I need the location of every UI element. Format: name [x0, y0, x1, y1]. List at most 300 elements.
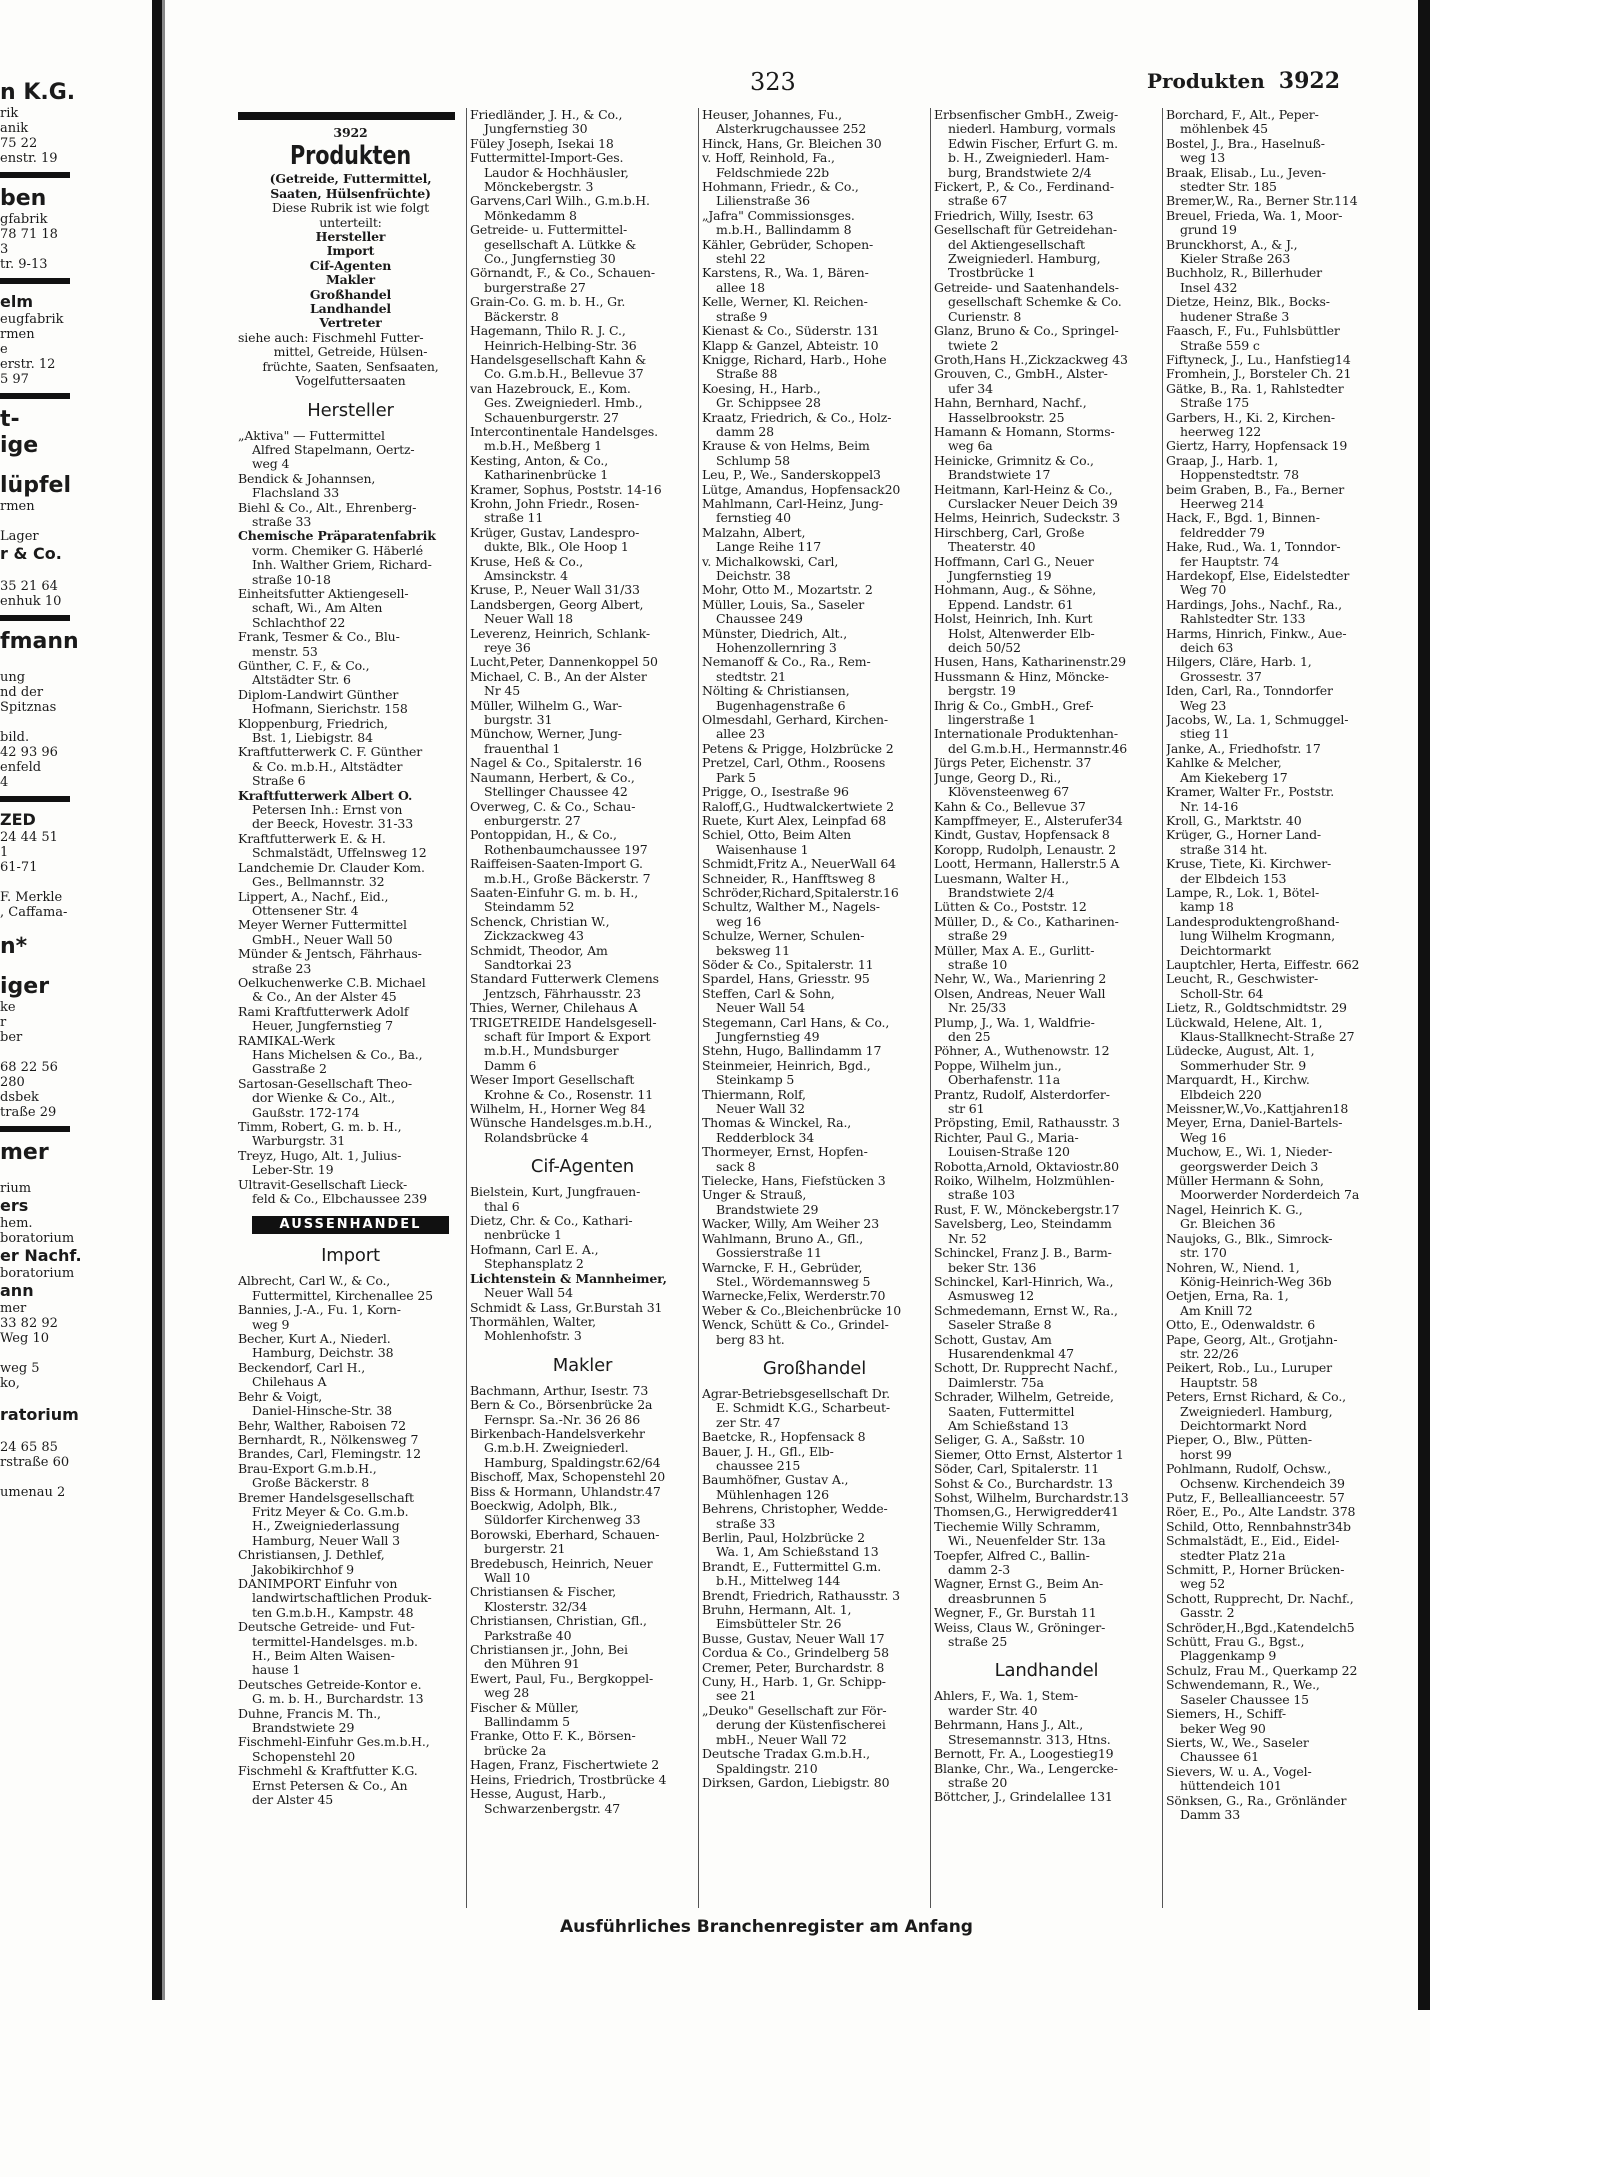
entry-line: beim Graben, B., Fa., Berner	[1166, 482, 1345, 497]
entry-line: Breuel, Frieda, Wa. 1, Moor-	[1166, 208, 1343, 223]
entry-continuation: Amsinckstr. 4	[484, 569, 568, 583]
entry-line: Nölting & Christiansen,	[702, 684, 850, 699]
running-title-text: Produkten	[1146, 69, 1265, 93]
entry-line: Krause & von Helms, Beim	[702, 439, 870, 454]
right-margin	[1430, 0, 1600, 2177]
fragment-line: traße 29	[0, 1105, 57, 1120]
entry-continuation: allee 18	[716, 280, 765, 295]
entry-line: Nagel, Heinrich K. G.,	[1166, 1202, 1303, 1217]
entry-line: Franke, Otto F. K., Börsen-	[470, 1729, 636, 1744]
entry-continuation: Chaussee 61	[1180, 1750, 1259, 1765]
entry-line: Buchholz, R., Billerhuder	[1166, 266, 1323, 281]
entry-line: Wilhelm, H., Horner Weg 84	[470, 1102, 646, 1117]
entry-continuation: Warburgstr. 31	[252, 1134, 346, 1149]
fragment-line: iger	[0, 974, 50, 999]
entry-line: Meissner,W.,Vo.,Kattjahren18	[1166, 1102, 1349, 1117]
entry-continuation: Co., Jungfernstieg 30	[484, 252, 616, 267]
entry-continuation: schaft für Import & Export	[484, 1030, 651, 1044]
fragment-line	[0, 875, 148, 890]
entry-line: Deutsche Tradax G.m.b.H.,	[702, 1747, 870, 1762]
entry-continuation: burgerstraße 27	[484, 280, 586, 295]
entry-continuation: Neuer Wall 54	[716, 1001, 805, 1016]
fragment-rule	[0, 278, 70, 284]
entry-line: Becher, Kurt A., Niederl.	[238, 1332, 391, 1347]
entry-continuation: König-Heinrich-Weg 36b	[1180, 1274, 1332, 1289]
fragment-line: rium	[0, 1181, 32, 1196]
entry-line: Intercontinentale Handelsges.	[470, 424, 658, 439]
entry-line: Cuny, H., Harb. 1, Gr. Schipp-	[702, 1675, 886, 1690]
entry-continuation: beksweg 11	[716, 943, 790, 958]
entry-line: Sierts, W., We., Saseler	[1166, 1735, 1309, 1750]
previous-page-fragment	[0, 80, 148, 1900]
entry-line: Schultz, Walther M., Nagels-	[702, 900, 880, 915]
entry-line: Glanz, Bruno & Co., Springel-	[934, 324, 1119, 339]
entry-line: Krohn, John Friedr., Rosen-	[470, 496, 640, 511]
entry-line: Helms, Heinrich, Sudeckstr. 3	[934, 511, 1121, 526]
section-heading: Makler	[552, 1354, 613, 1376]
entry-line: Oelkuchenwerke C.B. Michael	[238, 975, 426, 990]
entry-line: Saaten, Hülsenfrüchte)	[270, 186, 431, 201]
fragment-line	[0, 1470, 148, 1485]
fragment-line: 61-71	[0, 860, 38, 875]
entry-line: Jacobs, W., La. 1, Schmuggel-	[1166, 713, 1349, 728]
entry-line: Gesellschaft für Getreidehan-	[934, 223, 1117, 238]
entry-line: Weiss, Claus W., Gröninger-	[934, 1620, 1106, 1635]
entry-continuation: stieg 11	[1180, 727, 1230, 742]
entry-line: Dirksen, Gardon, Liebigstr. 80	[702, 1775, 890, 1790]
entry-continuation: Hans Michelsen & Co., Ba.,	[252, 1047, 423, 1062]
entry-line: Bischoff, Max, Schopenstehl 20	[470, 1470, 666, 1485]
entry-continuation: Jungfernstieg 19	[948, 569, 1052, 583]
fragment-line: rik	[0, 106, 19, 121]
entry-line: Nemanoff & Co., Ra., Rem-	[702, 655, 871, 670]
entry-continuation: frauenthal 1	[484, 741, 561, 756]
entry-line: Schild, Otto, Rennbahnstr34b	[1166, 1519, 1351, 1534]
entry-continuation: Heuer, Jungfernstieg 7	[252, 1019, 393, 1034]
entry-line: Vertreter	[319, 316, 382, 331]
entry-continuation: warder Str. 40	[948, 1703, 1038, 1718]
entry-line: Sartosan-Gesellschaft Theo-	[238, 1076, 412, 1091]
entry-line: Leu, P., We., Sanderskoppel3	[702, 468, 881, 483]
entry-line: Weber & Co.,Bleichenbrücke 10	[702, 1303, 902, 1318]
fragment-line: 280	[0, 1075, 25, 1090]
entry-continuation: Heinrich-Helbing-Str. 36	[484, 338, 637, 353]
entry-line: Friedländer, J. H., & Co.,	[470, 108, 623, 122]
entry-continuation: Husarendenkmal 47	[948, 1346, 1074, 1361]
entry-line: Schulz, Frau M., Querkamp 22	[1166, 1663, 1358, 1678]
entry-continuation: Wi., Neuenfelder Str. 13a	[948, 1534, 1106, 1549]
entry-continuation: Saseler Chaussee 15	[1180, 1692, 1309, 1707]
entry-line: Hofmann, Carl E. A.,	[470, 1242, 599, 1257]
fragment-line: 68 22 56	[0, 1060, 58, 1075]
entry-line: Bremer,W., Ra., Berner Str.114	[1166, 194, 1358, 209]
entry-line: Behr, Walther, Raboisen 72	[238, 1418, 406, 1433]
fragment-line: 75 22	[0, 136, 38, 151]
fragment-line: elm	[0, 292, 34, 311]
entry-continuation: Damm 6	[484, 1058, 537, 1073]
fragment-line: Spitznas	[0, 700, 57, 715]
entry-continuation: weg 9	[252, 1317, 290, 1332]
entry-line: Kramer, Walter Fr., Poststr.	[1166, 785, 1335, 800]
entry-continuation: der Beeck, Hovestr. 31-33	[252, 817, 414, 832]
entry-line: Thomas & Winckel, Ra.,	[702, 1116, 852, 1131]
fragment-line: 1	[0, 845, 9, 860]
entry-line: Boeckwig, Adolph, Blk.,	[470, 1498, 618, 1513]
entry-continuation: straße 314 ht.	[1180, 842, 1268, 857]
entry-continuation: termittel-Handelsges. m.b.	[252, 1634, 418, 1649]
entry-line: Mahlmann, Carl-Heinz, Jung-	[702, 496, 884, 511]
entry-line: Loott, Hermann, Hallerstr.5 A	[934, 857, 1120, 872]
column-3	[702, 108, 927, 1908]
entry-continuation: Theaterstr. 40	[948, 540, 1036, 555]
entry-continuation: Stel., Wördemannsweg 5	[716, 1274, 871, 1289]
fragment-line: enstr. 19	[0, 151, 58, 166]
fragment-line: n K.G.	[0, 80, 76, 105]
entry-continuation: Brandstwiete 29	[252, 1721, 355, 1736]
entry-line: Kruse, Tiete, Ki. Kirchwer-	[1166, 857, 1332, 872]
entry-continuation: Deichtormarkt	[1180, 943, 1271, 958]
entry-continuation: zer Str. 47	[716, 1415, 781, 1430]
entry-continuation: georgswerder Deich 3	[1180, 1159, 1319, 1174]
footer-note: Ausführliches Branchenregister am Anfang	[560, 1917, 973, 1937]
fragment-gap	[0, 920, 148, 934]
entry-line: Dietz, Chr. & Co., Kathari-	[470, 1214, 633, 1229]
entry-line: Spardel, Hans, Griesstr. 95	[702, 972, 870, 987]
column-divider	[466, 108, 467, 1908]
entry-continuation: Edwin Fischer, Erfurt G. m.	[948, 136, 1118, 151]
entry-continuation: berg 83 ht.	[716, 1332, 785, 1347]
entry-continuation: Zweigniederl. Hamburg,	[948, 252, 1101, 267]
entry-continuation: der Alster 45	[252, 1793, 334, 1808]
entry-line: Junge, Georg D., Ri.,	[934, 770, 1062, 785]
entry-line: Internationale Produktenhan-	[934, 727, 1118, 742]
entry-line: Graap, J., Harb. 1,	[1166, 453, 1279, 468]
entry-continuation: Schauenburgerstr. 27	[484, 410, 619, 425]
entry-continuation: feld & Co., Elbchaussee 239	[252, 1192, 427, 1207]
entry-line: unterteilt:	[319, 215, 382, 230]
entry-line: Kraftfutterwerk Albert O.	[238, 788, 413, 803]
entry-continuation: Wa. 1, Am Schießstand 13	[716, 1545, 879, 1560]
entry-continuation: straße 9	[716, 309, 768, 324]
entry-line: Toepfer, Alfred C., Ballin-	[934, 1548, 1090, 1563]
fragment-gap	[0, 459, 148, 473]
entry-line: Heins, Friedrich, Trostbrücke 4	[470, 1772, 667, 1787]
entry-line: Koesing, H., Harb.,	[702, 381, 821, 396]
entry-continuation: Moorwerder Norderdeich 7a	[1180, 1188, 1360, 1203]
entry-continuation: Schlachthof 22	[252, 615, 346, 630]
fragment-line: 5 97	[0, 372, 29, 387]
entry-line: Fickert, P., & Co., Ferdinand-	[934, 180, 1114, 195]
entry-continuation: Waisenhause 1	[716, 842, 809, 857]
entry-continuation: chaussee 215	[716, 1458, 801, 1473]
entry-line: Lauptchler, Herta, Eiffestr. 662	[1166, 957, 1360, 972]
entry-continuation: Am Kiekeberg 17	[1180, 770, 1288, 785]
entry-continuation: landwirtschaftlichen Produk-	[252, 1591, 432, 1606]
entry-continuation: Krohne & Co., Rosenstr. 11	[484, 1087, 653, 1102]
entry-continuation: Straße 6	[252, 774, 306, 789]
entry-continuation: Redderblock 34	[716, 1130, 815, 1145]
entry-continuation: Inh. Walther Griem, Richard-	[252, 558, 432, 573]
entry-continuation: straße 10	[948, 957, 1008, 972]
entry-line: Olsen, Andreas, Neuer Wall	[934, 986, 1106, 1001]
entry-line: Gätke, B., Ra. 1, Rahlstedter	[1166, 381, 1344, 396]
entry-line: Großhandel	[309, 287, 392, 302]
entry-line: Peikert, Rob., Lu., Luruper	[1166, 1361, 1332, 1376]
fragment-line: 4	[0, 775, 9, 790]
entry-continuation: Schlump 58	[716, 453, 790, 468]
entry-line: Hamann & Homann, Storms-	[934, 424, 1115, 439]
fragment-line: , Caffama-	[0, 905, 68, 920]
entry-continuation: Weg 23	[1180, 698, 1227, 713]
entry-line: Holst, Heinrich, Inh. Kurt	[934, 612, 1093, 627]
entry-continuation: damm 28	[716, 424, 774, 439]
section-heading: Landhandel	[994, 1660, 1099, 1682]
entry-line: Wünsche Handelsges.m.b.H.,	[470, 1116, 653, 1131]
entry-line: Hake, Rud., Wa. 1, Tonndor-	[1166, 540, 1341, 555]
entry-line: Kruse, Heß & Co.,	[470, 554, 584, 569]
entry-continuation: Hamburg, Spaldingstr.62/64	[484, 1455, 661, 1470]
entry-line: Sönksen, G., Ra., Grönländer	[1166, 1793, 1347, 1808]
entry-line: Hilgers, Cläre, Harb. 1,	[1166, 655, 1312, 670]
entry-line: Iden, Carl, Ra., Tonndorfer	[1166, 684, 1333, 699]
entry-line: Lüdecke, August, Alt. 1,	[1166, 1044, 1315, 1059]
entry-line: Ruete, Kurt Alex, Leinpfad 68	[702, 813, 887, 828]
entry-continuation: str. 170	[1180, 1246, 1227, 1261]
entry-line: Hirschberg, Carl, Große	[934, 525, 1085, 540]
entry-line: Friedrich, Willy, Isestr. 63	[934, 208, 1094, 223]
entry-continuation: Laudor & Hochhäusler,	[484, 165, 629, 180]
entry-continuation: Hoppenstedtstr. 78	[1180, 468, 1299, 483]
page-header	[240, 68, 1340, 102]
entry-continuation: Chaussee 249	[716, 612, 803, 627]
fragment-line: n*	[0, 934, 28, 959]
entry-continuation: lingerstraße 1	[948, 713, 1036, 728]
entry-line: Pieper, O., Blw., Pütten-	[1166, 1433, 1312, 1448]
entry-line: Grouven, C., GmbH., Alster-	[934, 367, 1108, 382]
entry-line: Timm, Robert, G. m. b. H.,	[238, 1120, 402, 1134]
entry-continuation: Bst. 1, Liebigstr. 84	[252, 731, 373, 746]
entry-line: Heitmann, Karl-Heinz & Co.,	[934, 482, 1113, 497]
entry-continuation: Hamburg, Deichstr. 38	[252, 1346, 394, 1361]
entry-line: Diese Rubrik ist wie folgt	[272, 201, 429, 216]
entry-line: Rust, F. W., Mönckebergstr.17	[934, 1202, 1120, 1217]
entry-line: Berlin, Paul, Holzbrücke 2	[702, 1531, 865, 1545]
entry-line: Kloppenburg, Friedrich,	[238, 716, 388, 731]
entry-line: Tielecke, Hans, Fiefstücken 3	[702, 1174, 886, 1189]
entry-line: Koropp, Rudolph, Lenaustr. 2	[934, 842, 1116, 857]
entry-continuation: Gr. Bleichen 36	[1180, 1217, 1276, 1232]
entry-continuation: stehl 22	[716, 252, 766, 267]
entry-line: Schwendemann, R., We.,	[1166, 1678, 1320, 1693]
entry-continuation: straße 103	[948, 1188, 1015, 1203]
entry-line: Kähler, Gebrüder, Schopen-	[702, 237, 874, 252]
entry-line: Bielstein, Kurt, Jungfrauen-	[470, 1185, 641, 1200]
entry-continuation: allee 23	[716, 727, 765, 742]
entry-line: Schinckel, Karl-Hinrich, Wa.,	[934, 1274, 1114, 1289]
section-heading: AUSSENHANDEL	[252, 1216, 449, 1234]
entry-continuation: Neuer Wall 32	[716, 1102, 805, 1117]
entry-continuation: Alsterkrugchaussee 252	[716, 122, 867, 137]
entry-line: Garvens,Carl Wilh., G.m.b.H.	[470, 194, 650, 209]
entry-line: (Getreide, Futtermittel,	[269, 172, 432, 187]
entry-continuation: beker Str. 136	[948, 1260, 1037, 1275]
column-5	[1166, 108, 1366, 1908]
entry-line: Luesmann, Walter H.,	[934, 871, 1069, 886]
entry-line: Hardekopf, Else, Eidelstedter	[1166, 569, 1350, 583]
fragment-line	[0, 1045, 148, 1060]
entry-continuation: dreasbrunnen 5	[948, 1591, 1047, 1606]
entry-continuation: Rolandsbrücke 4	[484, 1130, 589, 1145]
fragment-line: lüpfel	[0, 473, 71, 498]
entry-line: Plump, J., Wa. 1, Waldfrie-	[934, 1015, 1095, 1030]
entry-continuation: Schopenstehl 20	[252, 1749, 356, 1764]
entry-continuation: Mönkedamm 8	[484, 208, 577, 223]
entry-line: Landsbergen, Georg Albert,	[470, 597, 644, 612]
entry-line: Kahn & Co., Bellevue 37	[934, 799, 1086, 814]
entry-continuation: Bugenhagenstraße 6	[716, 698, 846, 713]
entry-line: mittel, Getreide, Hülsen-	[273, 345, 428, 360]
entry-continuation: Daimlerstr. 75a	[948, 1375, 1044, 1390]
category-number: 3922	[1278, 68, 1340, 94]
entry-line: Landesproduktengroßhand-	[1166, 914, 1340, 929]
entry-continuation: gesellschaft Schemke & Co.	[948, 295, 1122, 310]
entry-line: DANIMPORT Einfuhr von	[238, 1576, 398, 1591]
fragment-line: 3	[0, 242, 9, 257]
entry-line: Münder & Jentsch, Fährhaus-	[238, 947, 422, 962]
heading-rule	[238, 112, 455, 120]
entry-continuation: Mohlenhofstr. 3	[484, 1329, 582, 1344]
entry-line: früchte, Saaten, Senfsaaten,	[262, 359, 439, 374]
entry-line: Seliger, G. A., Saßstr. 10	[934, 1433, 1085, 1448]
entry-line: RAMIKAL-Werk	[238, 1033, 335, 1048]
entry-continuation: niederl. Hamburg, vormals	[948, 122, 1116, 137]
entry-line: Kroll, G., Marktstr. 40	[1166, 813, 1302, 828]
entry-line: Kampffmeyer, E., Alsterufer34	[934, 813, 1123, 828]
entry-line: Bredebusch, Heinrich, Neuer	[470, 1556, 653, 1571]
entry-line: Krüger, G., Horner Land-	[1166, 828, 1321, 843]
entry-line: Wacker, Willy, Am Weiher 23	[702, 1217, 880, 1232]
entry-line: Schmitt, P., Horner Brücken-	[1166, 1563, 1345, 1578]
entry-line: Bendick & Johannsen,	[238, 471, 376, 486]
entry-line: Chemische Präparatenfabrik	[238, 529, 436, 544]
entry-line: Frank, Tesmer & Co., Blu-	[238, 630, 400, 645]
entry-line: Baetcke, R., Hopfensack 8	[702, 1430, 866, 1445]
entry-continuation: m.b.H., Meßberg 1	[484, 439, 602, 454]
entry-continuation: Katharinenbrücke 1	[484, 468, 609, 483]
fragment-line: er Nachf.	[0, 1246, 82, 1265]
entry-continuation: Altstädter Str. 6	[252, 673, 351, 688]
entry-line: Marquardt, H., Kirchw.	[1166, 1073, 1310, 1088]
entry-line: Birkenbach-Handelsverkehr	[470, 1426, 645, 1441]
entry-continuation: Straße 88	[716, 367, 778, 382]
entry-continuation: den 25	[948, 1030, 991, 1044]
fragment-line: ung	[0, 670, 26, 685]
entry-continuation: Nr 45	[484, 684, 521, 699]
entry-continuation: grund 19	[1180, 223, 1237, 238]
entry-line: Dietze, Heinz, Blk., Bocks-	[1166, 295, 1330, 310]
entry-continuation: del Aktiengesellschaft	[948, 237, 1085, 252]
fragment-line: Weg 10	[0, 1331, 49, 1346]
fragment-line	[0, 1346, 148, 1361]
section-heading: Cif-Agenten	[530, 1156, 635, 1178]
entry-line: „Jafra" Commissionsges.	[702, 208, 855, 223]
entry-line: Schott, Rupprecht, Dr. Nachf.,	[1166, 1591, 1354, 1606]
entry-line: Schiel, Otto, Beim Alten	[702, 828, 852, 843]
fragment-line: gfabrik	[0, 212, 48, 227]
entry-continuation: Lange Reihe 117	[716, 540, 822, 555]
entry-continuation: Schwarzenbergstr. 47	[484, 1801, 621, 1816]
entry-line: Ahlers, F., Wa. 1, Stem-	[934, 1689, 1078, 1704]
entry-continuation: str. 22/26	[1180, 1346, 1239, 1361]
entry-continuation: feldredder 79	[1180, 525, 1265, 540]
entry-continuation: Große Bäckerstr. 8	[252, 1476, 370, 1491]
fragment-line: r & Co.	[0, 544, 62, 563]
entry-line: Bernhardt, R., Nölkensweg 7	[238, 1432, 419, 1447]
entry-continuation: twiete 2	[948, 338, 999, 353]
entry-continuation: m.b.H., Ballindamm 8	[716, 223, 852, 238]
entry-line: Schmedemann, Ernst W., Ra.,	[934, 1303, 1118, 1318]
entry-line: Fischmehl-Einfuhr Ges.m.b.H.,	[238, 1735, 430, 1750]
entry-continuation: Holst, Altenwerder Elb-	[948, 626, 1095, 641]
entry-continuation: straße 23	[252, 961, 312, 976]
entry-line: Cif-Agenten	[309, 258, 392, 273]
entry-line: Tiechemie Willy Schramm,	[934, 1519, 1101, 1534]
entry-continuation: Insel 432	[1180, 280, 1238, 295]
entry-continuation: Ernst Petersen & Co., An	[252, 1778, 408, 1793]
entry-line: Wegner, F., Gr. Burstah 11	[934, 1606, 1097, 1621]
entry-line: Söder & Co., Spitalerstr. 11	[702, 957, 874, 972]
entry-continuation: möhlenbek 45	[1180, 122, 1268, 137]
fragment-line: 35 21 64	[0, 579, 58, 594]
entry-line: Schinckel, Franz J. B., Barm-	[934, 1246, 1112, 1261]
entry-line: Agrar-Betriebsgesellschaft Dr.	[702, 1386, 890, 1401]
entry-line: Bern & Co., Börsenbrücke 2a	[470, 1398, 653, 1413]
column-2	[470, 108, 695, 1908]
entry-line: Robotta,Arnold, Oktaviostr.80	[934, 1159, 1119, 1174]
entry-line: Braak, Elisab., Lu., Jeven-	[1166, 165, 1326, 180]
fragment-line: mer	[0, 1140, 49, 1165]
entry-line: Heinicke, Grimnitz & Co.,	[934, 453, 1094, 468]
entry-continuation: Heerweg 214	[1180, 496, 1264, 511]
entry-continuation: Stellinger Chaussee 42	[484, 785, 628, 800]
entry-line: Baumhöfner, Gustav A.,	[702, 1473, 849, 1488]
entry-line: Thomsen,G., Herwigredder41	[934, 1505, 1119, 1520]
page-edge-shadow	[1418, 0, 1430, 2010]
entry-continuation: bergstr. 19	[948, 684, 1016, 699]
entry-line: Hahn, Bernhard, Nachf.,	[934, 396, 1087, 411]
entry-line: Getreide- u. Futtermittel-	[470, 223, 628, 238]
entry-line: Kesting, Anton, & Co.,	[470, 453, 609, 468]
entry-line: Christiansen & Fischer,	[470, 1585, 617, 1600]
entry-continuation: Futtermittel, Kirchenallee 25	[252, 1288, 433, 1303]
fragment-rule	[0, 1126, 70, 1132]
entry-continuation: Straße 175	[1180, 396, 1250, 411]
entry-line: Cremer, Peter, Burchardstr. 8	[702, 1660, 885, 1675]
entry-continuation: Nr. 52	[948, 1231, 987, 1246]
entry-continuation: Steinkamp 5	[716, 1073, 795, 1088]
entry-line: Schmidt, Theodor, Am	[470, 943, 608, 958]
entry-continuation: straße 33	[716, 1516, 776, 1531]
entry-continuation: horst 99	[1180, 1447, 1232, 1462]
entry-continuation: Trostbrücke 1	[948, 266, 1036, 281]
entry-line: Leucht, R., Geschwister-	[1166, 972, 1319, 987]
entry-continuation: Curslacker Neuer Deich 39	[948, 496, 1118, 511]
entry-line: Müller Hermann & Sohn,	[1166, 1174, 1324, 1189]
fragment-line: ben	[0, 186, 47, 211]
entry-line: Brunckhorst, A., & J.,	[1166, 237, 1298, 252]
entry-continuation: H., Zweigniederlassung	[252, 1519, 400, 1534]
entry-line: Bachmann, Arthur, Isestr. 73	[470, 1383, 649, 1398]
